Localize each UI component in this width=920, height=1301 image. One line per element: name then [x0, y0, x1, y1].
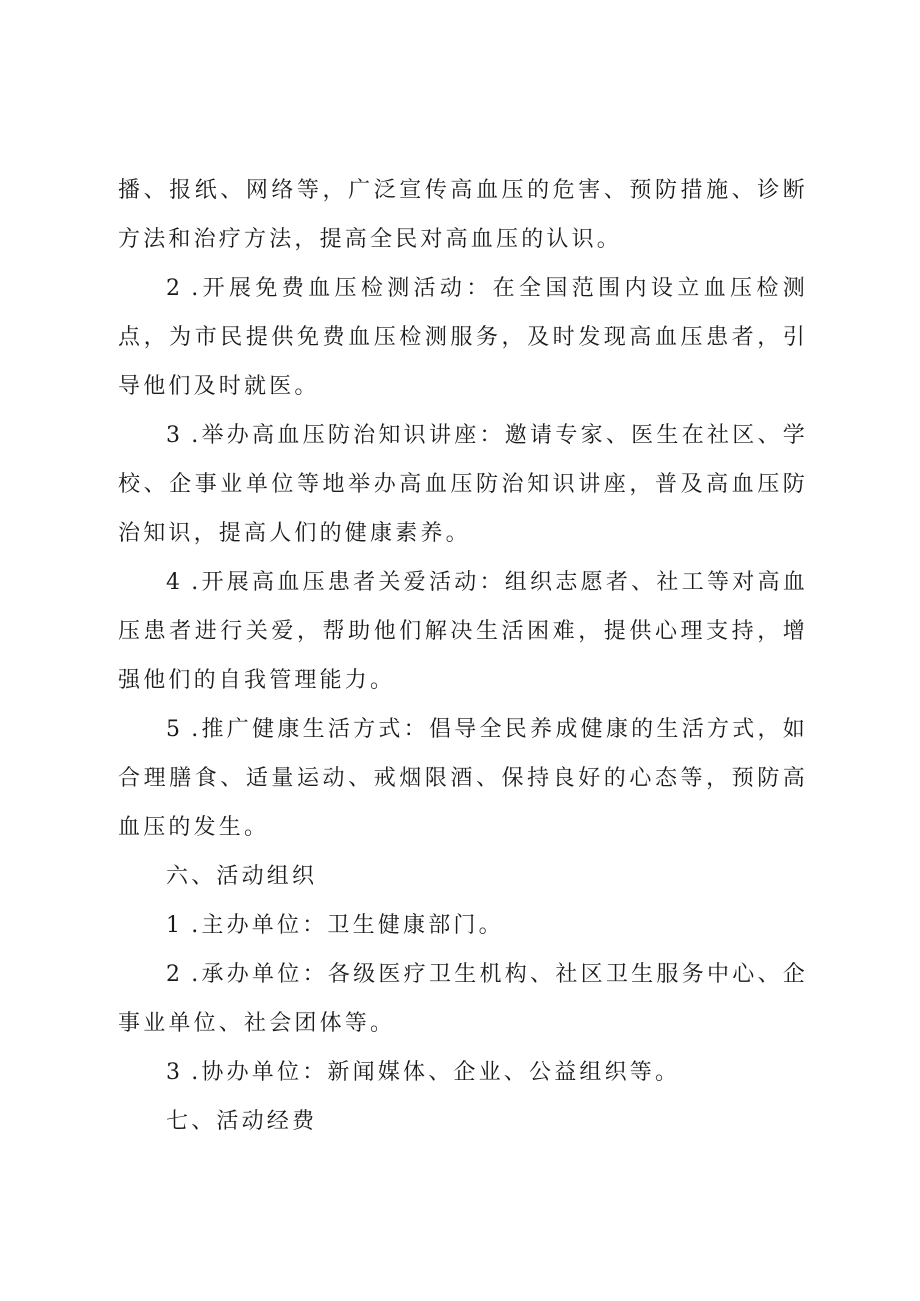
list-item-number: 3 [166, 1060, 184, 1085]
list-item-4 [118, 558, 808, 705]
list-item-number: 2 [166, 962, 184, 987]
list-item-text: .推广健康生活方式：倡导全民养成健康的生活方式，如合理膳食、适量运动、戒烟限酒、保持良好的心态等，预防高血压的发生。 [118, 717, 808, 840]
list-item-number: 3 [166, 423, 184, 448]
org-item-3 [118, 1048, 808, 1097]
document-body [118, 166, 808, 1146]
list-item-number: 1 [166, 913, 184, 938]
section-heading-7: 七、活动经费 [166, 1109, 318, 1134]
list-item-text: .承办单位：各级医疗卫生机构、社区卫生服务中心、企事业单位、社会团体等。 [118, 962, 808, 1036]
list-item-3 [118, 411, 808, 558]
list-item-5 [118, 705, 808, 852]
list-item-number: 2 [166, 276, 184, 301]
list-item-text: .主办单位：卫生健康部门。 [191, 913, 504, 938]
paragraph-text: 播、报纸、网络等，广泛宣传高血压的危害、预防措施、诊断方法和治疗方法，提高全民对高血压的认识。 [118, 178, 808, 252]
list-item-text: .举办高血压防治知识讲座：邀请专家、医生在社区、学校、企事业单位等地举办高血压防治知识讲座，普及高血压防治知识，提高人们的健康素养。 [118, 423, 808, 546]
paragraph-continued [118, 166, 808, 264]
list-item-text: .协办单位：新闻媒体、企业、公益组织等。 [191, 1060, 681, 1085]
org-item-2 [118, 950, 808, 1048]
list-item-number: 5 [166, 717, 184, 742]
list-item-number: 4 [166, 570, 184, 595]
list-item-text: .开展高血压患者关爱活动：组织志愿者、社工等对高血压患者进行关爱，帮助他们解决生活困难，提供心理支持，增强他们的自我管理能力。 [118, 570, 808, 693]
section-heading-6: 六、活动组织 [166, 864, 318, 889]
list-item-text: .开展免费血压检测活动：在全国范围内设立血压检测点，为市民提供免费血压检测服务，及时发现高血压患者，引导他们及时就医。 [118, 276, 808, 399]
org-item-1 [118, 901, 808, 950]
list-item-2 [118, 264, 808, 411]
